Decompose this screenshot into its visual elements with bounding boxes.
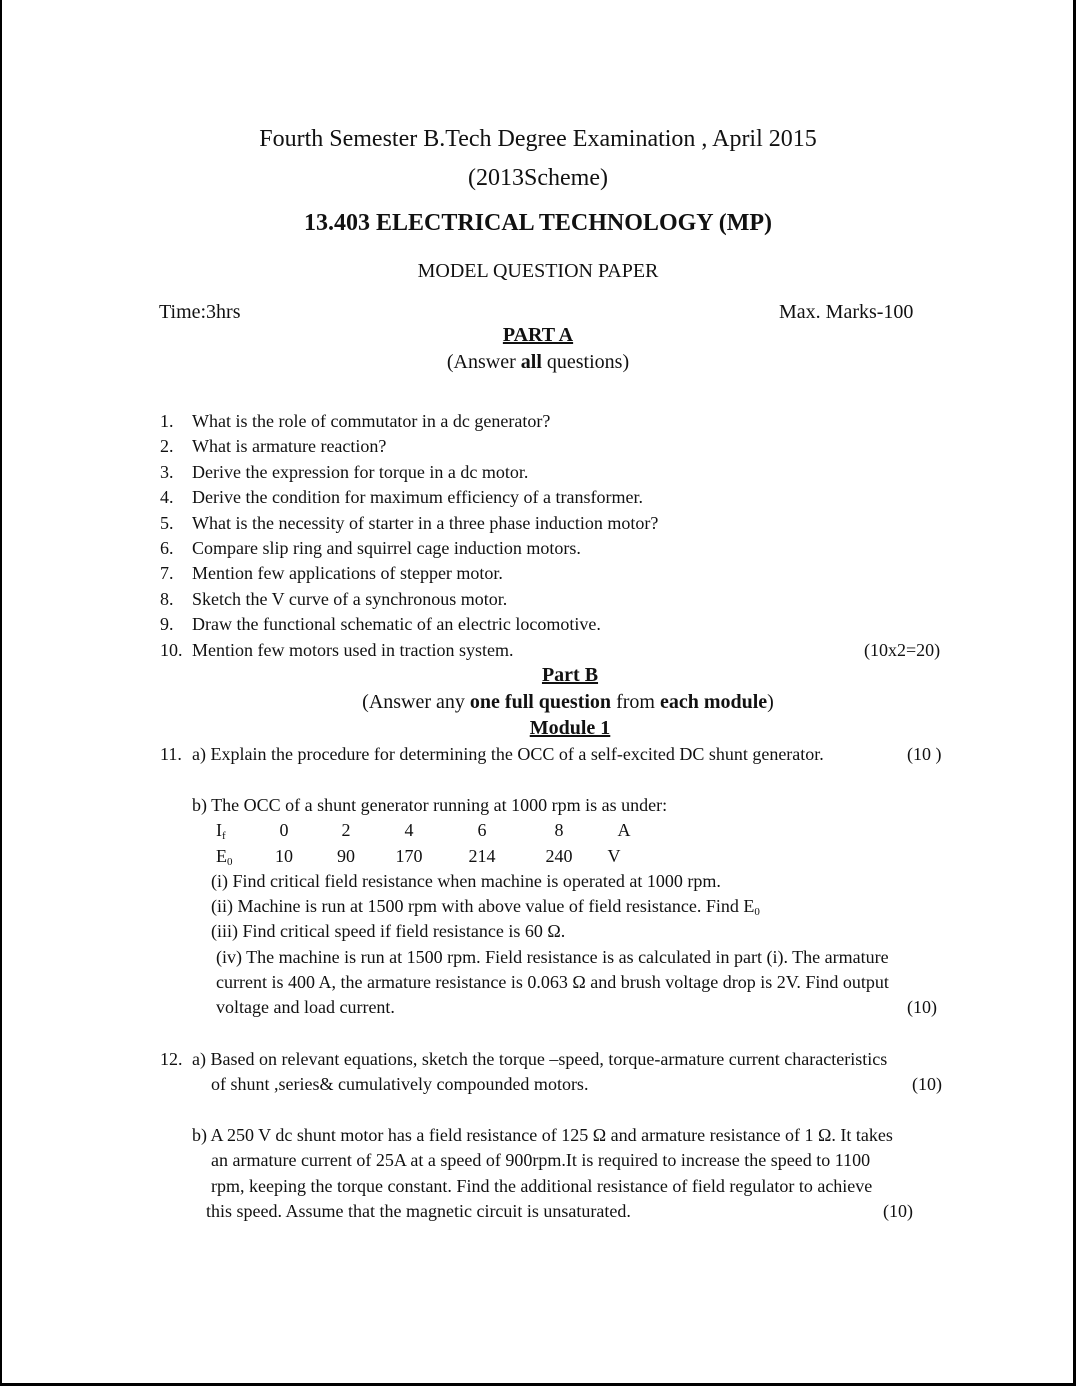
q12-b-line3: rpm, keeping the torque constant. Find the additional resistance of field regulator to achieve — [211, 1176, 873, 1196]
subscript: f — [222, 830, 226, 842]
question-number: 2. — [160, 436, 174, 457]
part-a-marks: (10x2=20) — [864, 640, 941, 660]
max-marks: Max. Marks-100 — [779, 301, 914, 323]
question-number: 4. — [160, 487, 174, 508]
scheme: (2013Scheme) — [468, 165, 608, 191]
question-text: Draw the functional schematic of an electric locomotive. — [192, 614, 601, 635]
instr-bold: all — [520, 351, 542, 373]
question-number: 3. — [160, 461, 174, 482]
instr-bold: each module — [659, 691, 768, 713]
occ-cell: 4 — [404, 820, 414, 840]
question-text: Derive the expression for torque in a dc motor. — [192, 461, 529, 482]
question-text: What is the necessity of starter in a three phase induction motor? — [192, 512, 659, 533]
part-a-title: PART A — [502, 324, 574, 346]
question-text: Mention few applications of stepper motor. — [192, 563, 503, 584]
part-b-instructions — [30, 691, 1076, 713]
module-title: Module 1 — [529, 717, 611, 739]
subscript: 0 — [227, 856, 233, 868]
q12-b-line4: this speed. Assume that the magnetic circuit is unsaturated. — [206, 1201, 631, 1221]
course-title: 13.403 ELECTRICAL TECHNOLOGY (MP) — [303, 210, 773, 236]
question-number: 9. — [160, 614, 174, 635]
occ-cell: 240 — [545, 846, 573, 866]
question-text: Derive the condition for maximum efficiency of a transformer. — [192, 487, 644, 508]
q11-b-marks: (10) — [907, 997, 937, 1017]
instr-bold: one full question — [469, 691, 612, 713]
q12-b-marks: (10) — [883, 1201, 913, 1221]
occ-cell: 214 — [468, 846, 496, 866]
occ-row-label-if — [216, 819, 226, 841]
q11-b: b) The OCC of a shunt generator running at 1000 rpm is as under: — [192, 795, 668, 815]
q11-b-i: (i) Find critical field resistance when machine is operated at 1000 rpm. — [211, 871, 721, 891]
occ-cell: 6 — [477, 820, 487, 840]
instr-text: (Answer any — [362, 691, 470, 713]
q12-a-line1: a) Based on relevant equations, sketch the torque –speed, torque-armature current characteristics — [192, 1049, 888, 1069]
label: I — [216, 820, 222, 840]
q12-b-line1: b) A 250 V dc shunt motor has a field resistance of 125 Ω and armature resistance of 1 Ω. It takes — [192, 1125, 893, 1145]
question-text: Mention few motors used in traction system. — [192, 639, 514, 660]
q11-b-iv-line2: current is 400 A, the armature resistance is 0.063 Ω and brush voltage drop is 2V. Find output — [216, 972, 889, 992]
instr-text: ) — [767, 691, 774, 713]
occ-cell: 10 — [275, 846, 293, 866]
q12-a-line2: of shunt ,series& cumulatively compounded motors. — [211, 1074, 589, 1094]
q11-b-iv-line3: voltage and load current. — [216, 997, 395, 1017]
instr-text: questions) — [541, 351, 630, 373]
occ-cell: A — [617, 820, 631, 840]
paper-type: MODEL QUESTION PAPER — [417, 260, 659, 282]
question-text: What is the role of commutator in a dc generator? — [192, 411, 551, 431]
occ-cell: V — [607, 846, 621, 866]
occ-cell: 8 — [554, 820, 564, 840]
question-number: 7. — [160, 563, 174, 584]
occ-cell: 170 — [395, 846, 423, 866]
question-number: 1. — [160, 411, 174, 431]
occ-row-label-e0 — [216, 845, 233, 867]
question-text: Compare slip ring and squirrel cage induction motors. — [192, 538, 581, 558]
q11-number: 11. — [160, 744, 182, 764]
part-b-title: Part B — [541, 664, 599, 686]
instr-text: (Answer — [446, 351, 521, 373]
question-number: 6. — [160, 538, 174, 558]
part-a-instructions — [0, 351, 1076, 373]
question-text: What is armature reaction? — [192, 436, 387, 457]
subscript: 0 — [754, 906, 760, 918]
question-text: Sketch the V curve of a synchronous motor. — [192, 588, 508, 609]
q11-b-iv-line1: (iv) The machine is run at 1500 rpm. Field resistance is as calculated in part (i). The armature — [216, 947, 889, 967]
q12-a-marks: (10) — [912, 1074, 942, 1094]
time: Time:3hrs — [159, 301, 241, 323]
q12-number: 12. — [160, 1049, 183, 1069]
question-number: 8. — [160, 588, 174, 609]
exam-title: Fourth Semester B.Tech Degree Examination , April 2015 — [259, 126, 817, 152]
instr-text: from — [611, 691, 660, 713]
q11-b-iii: (iii) Find critical speed if field resistance is 60 Ω. — [211, 921, 566, 941]
question-number: 5. — [160, 512, 174, 533]
q11-b-ii — [211, 895, 760, 917]
occ-cell: 2 — [341, 820, 351, 840]
text: (ii) Machine is run at 1500 rpm with above value of field resistance. Find E — [211, 896, 755, 916]
q11-a: a) Explain the procedure for determining the OCC of a self-excited DC shunt generator. — [192, 744, 824, 764]
question-number: 10. — [160, 639, 183, 660]
occ-cell: 90 — [337, 846, 355, 866]
q12-b-line2: an armature current of 25A at a speed of 900rpm.It is required to increase the speed to 1100 — [211, 1150, 871, 1170]
label: E — [216, 846, 227, 866]
occ-cell: 0 — [279, 820, 289, 840]
q11-a-marks: (10 ) — [907, 744, 942, 764]
